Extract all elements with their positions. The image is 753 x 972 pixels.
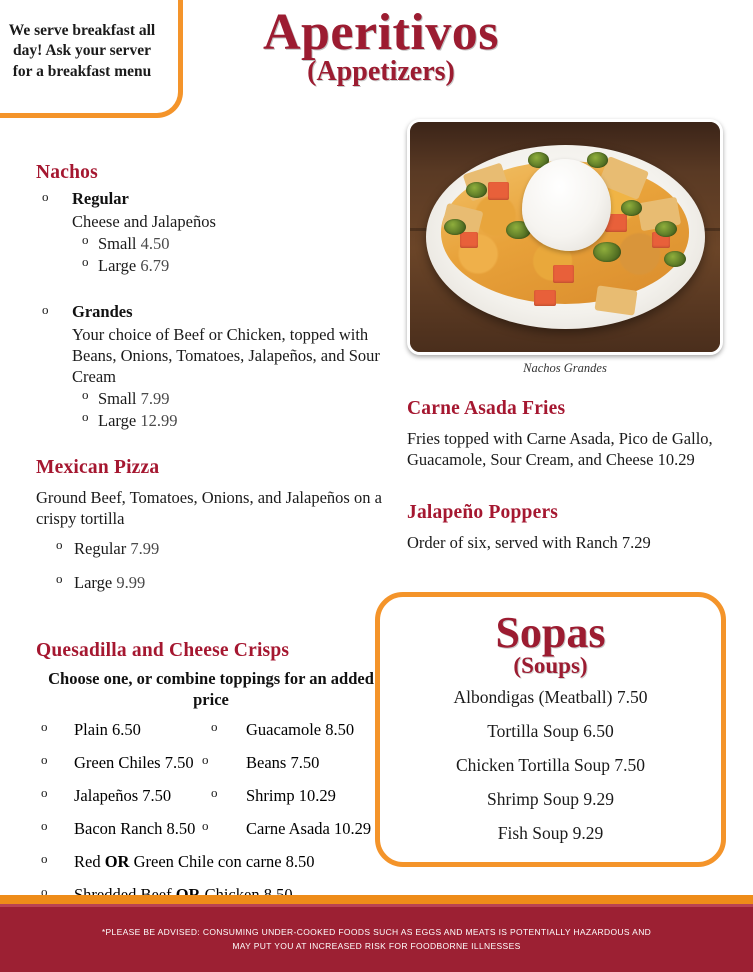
- sopas-item: Albondigas (Meatball) 7.50: [453, 687, 648, 708]
- topping-text-post: Green Chile con carne 8.50: [129, 851, 315, 871]
- photo-jalapeno: [655, 221, 677, 237]
- photo-jalapeno: [466, 182, 488, 198]
- topping-option: o Green Chiles 7.50: [36, 753, 206, 773]
- sopas-box: [375, 592, 726, 867]
- sopas-list: [380, 687, 721, 844]
- photo-jalapeno: [587, 152, 609, 168]
- size-label: Regular: [74, 539, 127, 559]
- photo-tomato: [534, 290, 556, 306]
- footer-bar: [0, 907, 753, 972]
- right-menu-column: [407, 398, 727, 553]
- left-menu-column: [36, 162, 408, 605]
- size-option: [36, 538, 408, 559]
- size-price: 4.50: [140, 234, 170, 254]
- sopas-item: Fish Soup 9.29: [497, 823, 604, 844]
- size-label: Small: [98, 234, 137, 254]
- item-description: Your choice of Beef or Chicken, topped with Beans, Onions, Tomatoes, Jalapeños, and Sour Cream: [72, 324, 380, 387]
- size-list: [72, 233, 408, 276]
- size-list: [36, 538, 408, 593]
- photo-tomato: [460, 232, 479, 248]
- size-option: [36, 572, 408, 593]
- topping-option: o Plain 6.50: [36, 720, 206, 740]
- size-price: 12.99: [140, 410, 178, 430]
- item-name: o Regular: [72, 189, 129, 208]
- photo-sour-cream: [522, 159, 612, 251]
- item-name: o Grandes: [72, 301, 133, 321]
- photo-tomato: [553, 265, 575, 283]
- sopas-title: Sopas: [495, 608, 606, 657]
- topping-text-pre: Red: [74, 851, 105, 871]
- topping-row: [36, 786, 386, 806]
- size-label: Large: [98, 255, 137, 275]
- photo-jalapeno: [664, 251, 686, 267]
- menu-item-jalapeno-poppers: [407, 502, 727, 553]
- size-option: [72, 388, 408, 409]
- topping-option: o Beans 7.50: [206, 753, 386, 773]
- nachos-grandes-photo: [407, 119, 723, 355]
- photo-chip: [594, 285, 637, 316]
- footer-orange-bar: [0, 895, 753, 904]
- size-list: [72, 388, 408, 431]
- size-price: 7.99: [140, 389, 170, 409]
- item-description: Ground Beef, Tomatoes, Onions, and Jalapeños on a crispy tortilla: [36, 488, 382, 529]
- footer-disclaimer: *PLEASE BE ADVISED: CONSUMING UNDER-COOKED FOODS SUCH AS EGGS AND MEATS IS POTENTIALLY HAZARDOUS AND MAY PUT YOU AT INCREASED RISK FOR FOODBORNE ILLNESSES: [101, 927, 652, 951]
- topping-option: o Jalapeños 7.50: [36, 786, 206, 806]
- breakfast-notice-box: [0, 0, 183, 118]
- size-price: 9.99: [116, 572, 146, 592]
- size-label: Small: [98, 389, 137, 409]
- photo-jalapeno: [444, 219, 466, 235]
- menu-item-nachos-regular: [72, 189, 408, 276]
- topping-option: o Carne Asada 10.29: [206, 819, 386, 839]
- sopas-item: Shrimp Soup 9.29: [487, 789, 614, 810]
- photo-caption: Nachos Grandes: [523, 361, 607, 375]
- topping-text-or: OR: [104, 851, 130, 871]
- sopas-item: Chicken Tortilla Soup 7.50: [456, 755, 645, 776]
- topping-option: [36, 852, 386, 872]
- section-heading-carne-asada-fries: Carne Asada Fries: [407, 398, 566, 419]
- sopas-subtitle: (Soups): [513, 653, 588, 678]
- section-heading-mexican-pizza: Mexican Pizza: [36, 457, 160, 479]
- item-description: Cheese and Jalapeños: [72, 212, 216, 231]
- size-label: Large: [74, 572, 113, 592]
- section-heading-nachos: Nachos: [36, 162, 98, 183]
- topping-row: [36, 753, 386, 773]
- topping-option: o Guacamole 8.50: [206, 720, 386, 740]
- menu-item-carne-asada-fries: [407, 398, 727, 470]
- menu-item-nachos-grandes: [72, 302, 408, 431]
- size-label: Large: [98, 410, 137, 430]
- quesadilla-subtitle: Choose one, or combine toppings for an added price: [48, 669, 374, 709]
- size-price: 6.79: [140, 255, 170, 275]
- item-description: Order of six, served with Ranch 7.29: [407, 533, 651, 553]
- section-heading-quesadilla: Quesadilla and Cheese Crisps: [36, 640, 290, 661]
- topping-option: o Shrimp 10.29: [206, 786, 386, 806]
- breakfast-notice-text: We serve breakfast all day! Ask your server for a breakfast menu: [8, 21, 156, 80]
- size-option: [72, 255, 408, 276]
- size-option: [72, 410, 408, 431]
- photo-tomato: [488, 182, 510, 200]
- size-price: 7.99: [130, 539, 160, 559]
- spacer: [407, 470, 727, 502]
- size-option: [72, 233, 408, 254]
- topping-option: o Bacon Ranch 8.50: [36, 819, 206, 839]
- sopas-item: Tortilla Soup 6.50: [487, 721, 614, 742]
- menu-item-mexican-pizza: [36, 457, 408, 593]
- item-description: Fries topped with Carne Asada, Pico de Gallo, Guacamole, Sour Cream, and Cheese 10.29: [407, 429, 713, 470]
- topping-row: [36, 819, 386, 839]
- topping-row: [36, 720, 386, 740]
- page-title: Aperitivos: [262, 4, 500, 61]
- quesadilla-section: [36, 640, 386, 918]
- quesadilla-topping-grid: [36, 720, 386, 905]
- page-subtitle: (Appetizers): [307, 56, 455, 88]
- photo-jalapeno: [593, 242, 621, 263]
- section-heading-jalapeno-poppers: Jalapeño Poppers: [407, 502, 559, 524]
- page-title-block: [236, 6, 526, 86]
